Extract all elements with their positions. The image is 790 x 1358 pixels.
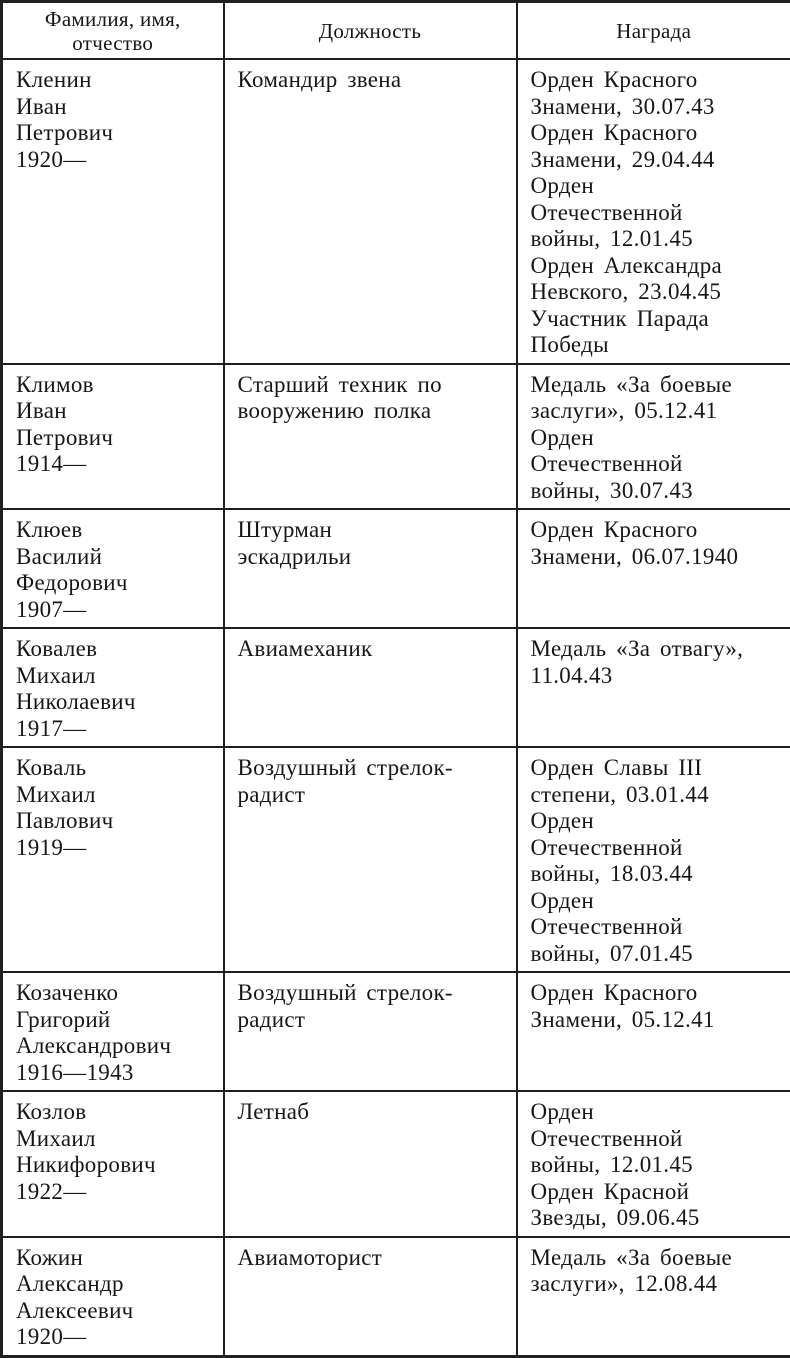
awards-line: Орден [531,888,783,915]
position-line: вооружению полка [238,398,508,425]
name-line: Петрович [16,425,215,452]
name-line: Николаевич [16,689,215,716]
name-line: Козлов [16,1099,215,1126]
awards-line: Орден [531,425,783,452]
position-line: Летнаб [238,1099,508,1126]
awards-cell [517,509,790,628]
name-line: Коваль [16,755,215,782]
name-line: Климов [16,372,215,399]
position-line: радист [238,782,508,809]
name-line: Александр [16,1271,215,1298]
table-body [2,59,790,1356]
name-cell [2,1237,224,1357]
awards-line: Орден [531,173,783,200]
name-cell [2,628,224,747]
table-row [2,59,790,364]
awards-cell [517,59,790,364]
awards-line: Отечественной [531,451,783,478]
awards-line: Орден Славы III [531,755,783,782]
awards-line: 11.04.43 [531,663,783,690]
awards-line: Победы [531,332,783,359]
name-line: 1907— [16,597,215,624]
name-line: 1920— [16,1324,215,1351]
awards-line: Отечественной [531,914,783,941]
name-cell [2,747,224,972]
name-line: Козаченко [16,980,215,1007]
awards-cell [517,1237,790,1357]
name-cell [2,59,224,364]
header-award: Награда [517,2,790,60]
name-line: Василий [16,544,215,571]
awards-line: Знамени, 29.04.44 [531,147,783,174]
awards-line: Знамени, 06.07.1940 [531,544,783,571]
name-line: Федорович [16,570,215,597]
name-cell [2,1091,224,1237]
awards-line: войны, 07.01.45 [531,941,783,968]
position-cell [224,628,517,747]
awards-line: Знамени, 30.07.43 [531,94,783,121]
position-line: Воздушный стрелок- [238,755,508,782]
name-line: 1920— [16,147,215,174]
name-cell [2,364,224,510]
awards-line: степени, 03.01.44 [531,782,783,809]
header-position: Должность [224,2,517,60]
awards-line: Отечественной [531,835,783,862]
name-line: 1922— [16,1179,215,1206]
awards-line: Орден [531,1099,783,1126]
awards-cell [517,747,790,972]
awards-line: Орден Красного [531,120,783,147]
awards-line: войны, 12.01.45 [531,226,783,253]
position-cell [224,509,517,628]
position-cell [224,59,517,364]
position-line: Воздушный стрелок- [238,980,508,1007]
awards-line: Звезды, 09.06.45 [531,1205,783,1232]
name-cell [2,972,224,1091]
name-line: Павлович [16,808,215,835]
table-row [2,972,790,1091]
awards-line: Невского, 23.04.45 [531,279,783,306]
position-line: Старший техник по [238,372,508,399]
awards-line: Медаль «За боевые [531,1245,783,1272]
awards-line: Орден Красного [531,67,783,94]
table-row [2,747,790,972]
awards-line: заслуги», 12.08.44 [531,1271,783,1298]
name-line: Никифорович [16,1152,215,1179]
awards-line: Медаль «За отвагу», [531,636,783,663]
awards-line: Отечественной [531,1126,783,1153]
position-line: Командир звена [238,67,508,94]
name-line: 1914— [16,451,215,478]
awards-line: войны, 18.03.44 [531,861,783,888]
name-line: 1917— [16,716,215,743]
awards-cell [517,628,790,747]
name-line: 1919— [16,835,215,862]
awards-line: Участник Парада [531,306,783,333]
position-line: эскадрильи [238,544,508,571]
table-row [2,628,790,747]
position-line: Авиамоторист [238,1245,508,1272]
position-cell [224,972,517,1091]
name-line: Петрович [16,120,215,147]
awards-line: Отечественной [531,200,783,227]
awards-line: Орден Красной [531,1179,783,1206]
awards-line: войны, 12.01.45 [531,1152,783,1179]
name-line: Кожин [16,1245,215,1272]
table-row [2,364,790,510]
name-line: Клюев [16,517,215,544]
awards-line: заслуги», 05.12.41 [531,398,783,425]
table-row [2,1091,790,1237]
name-line: Михаил [16,1126,215,1153]
position-cell [224,364,517,510]
name-line: Михаил [16,663,215,690]
name-line: Михаил [16,782,215,809]
awards-line: Орден Александра [531,253,783,280]
awards-line: Медаль «За боевые [531,372,783,399]
header-name-line: Фамилия, имя, [7,7,219,31]
name-line: Иван [16,398,215,425]
awards-cell [517,972,790,1091]
name-line: Алексеевич [16,1298,215,1325]
position-cell [224,1237,517,1357]
awards-line: Знамени, 05.12.41 [531,1007,783,1034]
table-row [2,509,790,628]
position-line: радист [238,1007,508,1034]
position-line: Штурман [238,517,508,544]
position-cell [224,747,517,972]
header-name [2,2,224,60]
name-line: 1916—1943 [16,1060,215,1087]
header-row [2,2,790,60]
awards-line: Орден [531,808,783,835]
header-name-line: отчество [7,31,219,55]
position-line: Авиамеханик [238,636,508,663]
awards-cell [517,364,790,510]
awards-cell [517,1091,790,1237]
name-cell [2,509,224,628]
name-line: Александрович [16,1033,215,1060]
awards-line: войны, 30.07.43 [531,478,783,505]
name-line: Кленин [16,67,215,94]
awards-line: Орден Красного [531,517,783,544]
name-line: Григорий [16,1007,215,1034]
name-line: Ковалев [16,636,215,663]
position-cell [224,1091,517,1237]
name-line: Иван [16,94,215,121]
awards-line: Орден Красного [531,980,783,1007]
table-row [2,1237,790,1357]
